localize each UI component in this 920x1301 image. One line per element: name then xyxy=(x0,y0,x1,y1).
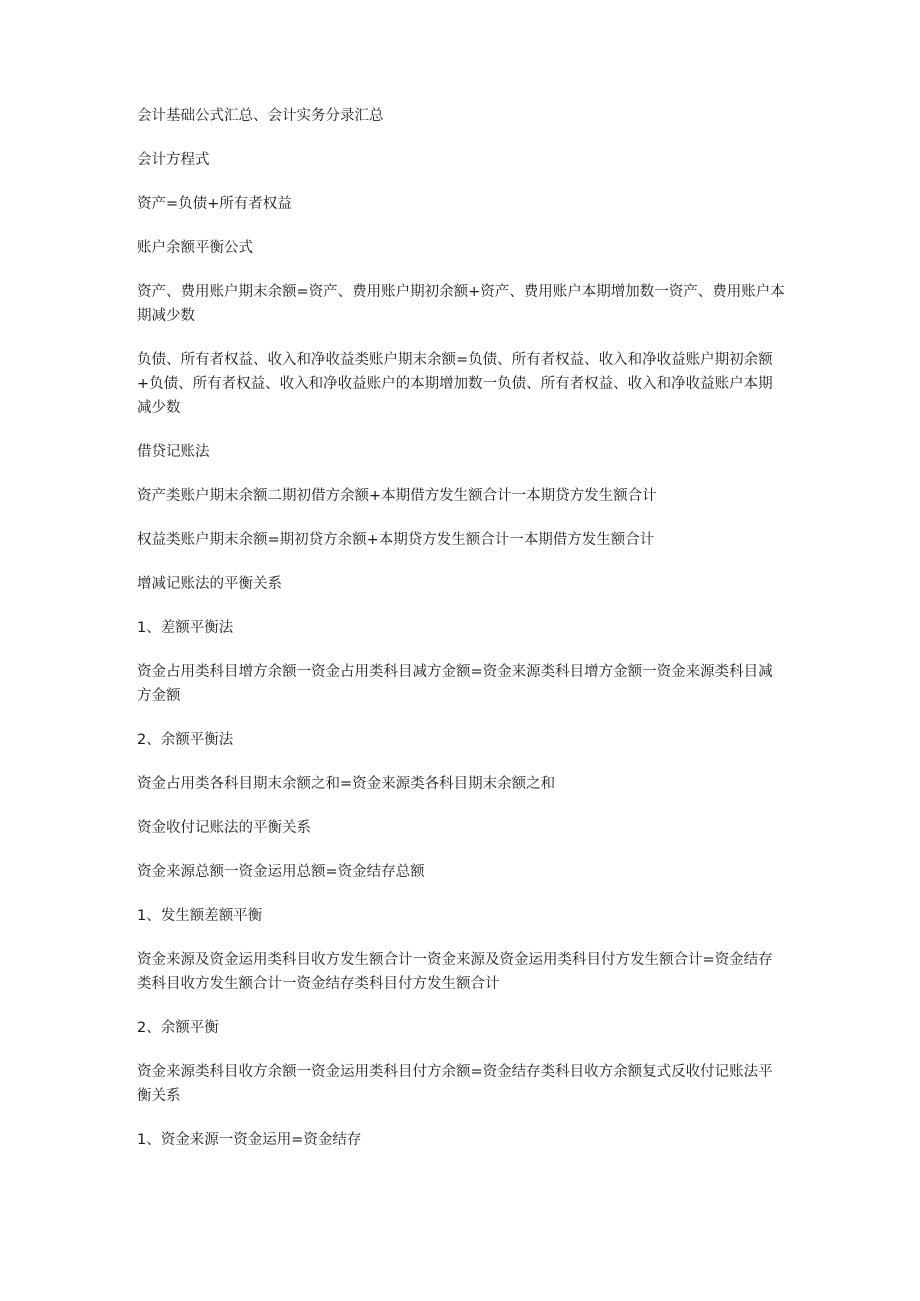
document-title: 会计基础公式汇总、会计实务分录汇总 xyxy=(137,108,384,124)
numbered-subheading: 1、发生额差额平衡 xyxy=(137,908,263,924)
document-page xyxy=(137,104,785,1172)
section-heading: 账户余额平衡公式 xyxy=(137,240,253,256)
numbered-subheading: 2、余额平衡法 xyxy=(137,732,234,748)
formula-paragraph: 资金占用类各科目期末余额之和=资金来源类各科目期末余额之和 xyxy=(137,776,556,792)
section-heading: 增减记账法的平衡关系 xyxy=(137,576,282,592)
formula-paragraph: 负债、所有者权益、收入和净收益类账户期末余额=负债、所有者权益、收入和净收益账户期初余额+负债、所有者权益、收入和净收益账户的本期增加数一负债、所有者权益、收入和净收益账户本期减少数 xyxy=(137,352,773,416)
formula-paragraph: 资金来源类科目收方余额一资金运用类科目付方余额=资金结存类科目收方余额复式反收付记账法平衡关系 xyxy=(137,1064,773,1104)
formula-paragraph: 权益类账户期末余额=期初贷方余额+本期贷方发生额合计一本期借方发生额合计 xyxy=(137,532,655,548)
section-heading: 会计方程式 xyxy=(137,152,210,168)
section-heading: 资金收付记账法的平衡关系 xyxy=(137,820,311,836)
formula-paragraph: 资产类账户期末余额二期初借方余额+本期借方发生额合计一本期贷方发生额合计 xyxy=(137,488,657,504)
formula-paragraph: 资产=负债+所有者权益 xyxy=(137,196,292,212)
formula-paragraph: 资金占用类科目增方余额一资金占用类科目减方金额=资金来源类科目增方金额一资金来源类科目减方金额 xyxy=(137,664,773,704)
numbered-subheading: 1、资金来源一资金运用=资金结存 xyxy=(137,1132,362,1148)
numbered-subheading: 2、余额平衡 xyxy=(137,1020,219,1036)
numbered-subheading: 1、差额平衡法 xyxy=(137,620,234,636)
formula-paragraph: 资产、费用账户期末余额=资产、费用账户期初余额+资产、费用账户本期增加数一资产、费用账户本期减少数 xyxy=(137,284,785,324)
formula-paragraph: 资金来源及资金运用类科目收方发生额合计一资金来源及资金运用类科目付方发生额合计=资金结存类科目收方发生额合计一资金结存类科目付方发生额合计 xyxy=(137,952,773,992)
section-heading: 借贷记账法 xyxy=(137,444,210,460)
formula-paragraph: 资金来源总额一资金运用总额=资金结存总额 xyxy=(137,864,425,880)
